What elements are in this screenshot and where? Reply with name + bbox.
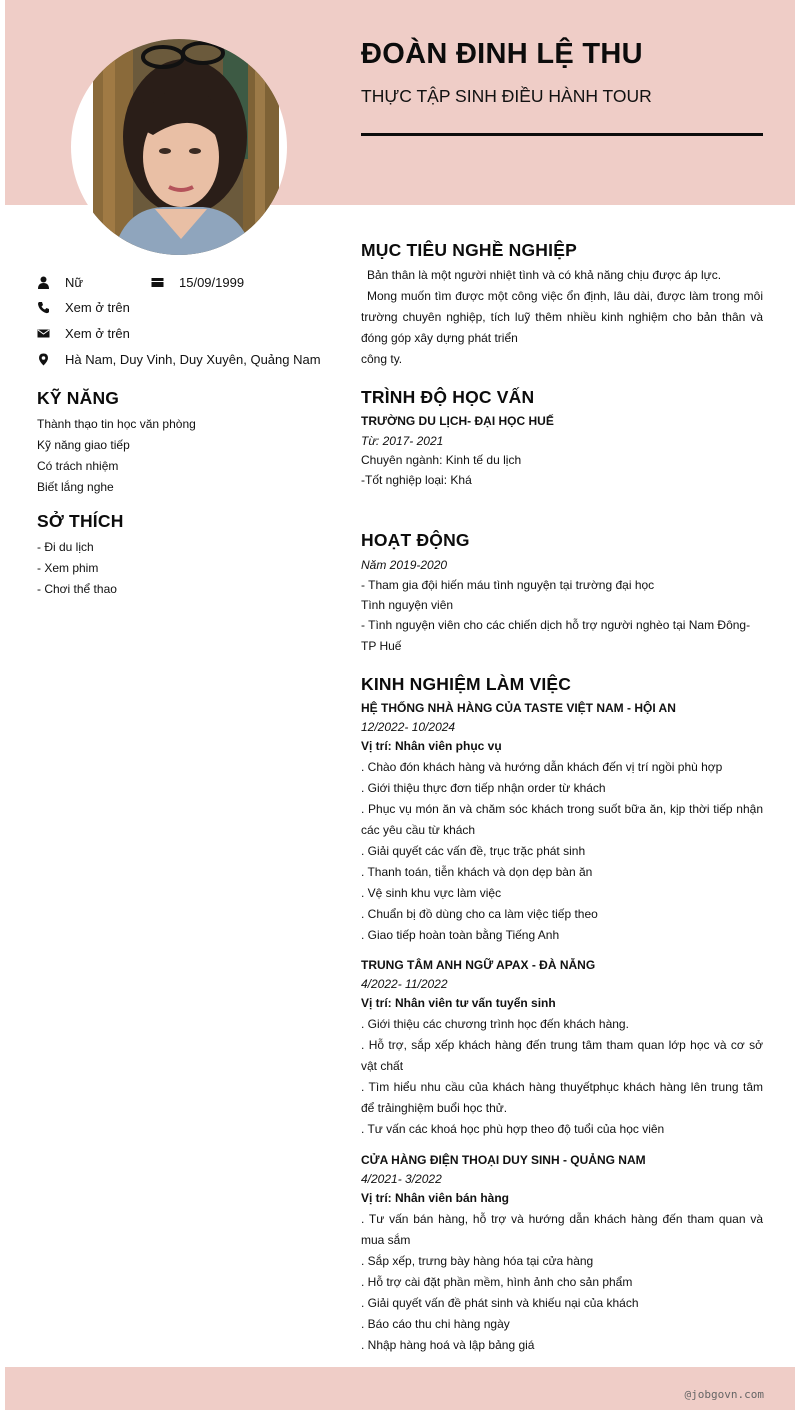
job-org: HỆ THỐNG NHÀ HÀNG CỦA TASTE VIỆT NAM - HỘI AN: [361, 701, 676, 715]
watermark: @jobgovn.com: [684, 1388, 764, 1401]
education-block: [361, 412, 763, 490]
job-duty: . Báo cáo thu chi hàng ngày: [361, 1317, 510, 1331]
list-item: Biết lắng nghe: [37, 480, 114, 494]
job-org: CỬA HÀNG ĐIỆN THOẠI DUY SINH - QUẢNG NAM: [361, 1153, 646, 1167]
birthday-row: [151, 273, 244, 291]
education-heading: TRÌNH ĐỘ HỌC VẤN: [361, 387, 535, 407]
activity-line: Tình nguyện viên: [361, 598, 454, 612]
objective-text: [361, 265, 763, 370]
job-duty: . Sắp xếp, trưng bày hàng hóa tại cửa hàng: [361, 1254, 594, 1268]
job-duty: . Chào đón khách hàng và hướng dẫn khách đến vị trí ngồi phù hợp: [361, 760, 723, 774]
objective-heading: MỤC TIÊU NGHỀ NGHIỆP: [361, 240, 577, 260]
list-item: - Chơi thể thao: [37, 582, 117, 596]
education-period: Từ: 2017- 2021: [361, 433, 444, 448]
education-major: Chuyên ngành: Kinh tế du lịch: [361, 453, 522, 467]
phone-value: Xem ở trên: [65, 299, 130, 315]
skills-heading: KỸ NĂNG: [37, 388, 120, 408]
address-value: Hà Nam, Duy Vinh, Duy Xuyên, Quảng Nam: [65, 351, 321, 367]
mail-icon: [37, 327, 50, 340]
job-duty: . Hỗ trợ, sắp xếp khách hàng đến trung tâm tham quan lớp học và cơ sở vật chất: [361, 1038, 763, 1073]
profile-photo-frame: [71, 39, 287, 255]
list-item: Có trách nhiệm: [37, 459, 119, 473]
job-duty: . Tư vấn bán hàng, hỗ trợ và hướng dẫn khách hàng đến tham quan và mua sắm: [361, 1212, 763, 1247]
job-entry: [361, 955, 763, 1140]
job-duty: . Giải quyết các vấn đề, trục trặc phát sinh: [361, 844, 586, 858]
job-duty: . Phục vụ món ăn và chăm sóc khách trong suốt bữa ăn, kịp thời tiếp nhận các yêu cầu từ khách: [361, 802, 763, 837]
footer-band: [5, 1367, 795, 1410]
job-duty: . Thanh toán, tiễn khách và dọn dẹp bàn ăn: [361, 865, 593, 879]
list-item: - Xem phim: [37, 561, 99, 575]
job-duty: . Tư vấn các khoá học phù hợp theo độ tuổi của học viên: [361, 1122, 665, 1136]
job-duty: . Nhập hàng hoá và lập bảng giá: [361, 1338, 535, 1352]
job-duty: . Giới thiệu các chương trình học đến khách hàng.: [361, 1017, 629, 1031]
objective-line: công ty.: [361, 352, 403, 366]
location-pin-icon: [37, 353, 50, 366]
candidate-name: ĐOÀN ĐINH LỆ THU: [361, 38, 643, 70]
title-divider: [361, 133, 763, 136]
phone-icon: [37, 301, 50, 314]
gender-value: Nữ: [65, 274, 84, 290]
phone-row: [37, 298, 130, 316]
job-position: Vị trí: Nhân viên tư vấn tuyển sinh: [361, 996, 556, 1010]
list-item: Kỹ năng giao tiếp: [37, 438, 130, 452]
job-duty: . Giao tiếp hoàn toàn bằng Tiếng Anh: [361, 928, 560, 942]
hobbies-list: [37, 537, 117, 600]
objective-line: Bản thân là một người nhiệt tình và có khả năng chịu được áp lực.: [367, 268, 722, 282]
job-duty: . Vệ sinh khu vực làm việc: [361, 886, 502, 900]
skills-list: [37, 414, 196, 498]
activity-line: - Tình nguyện viên cho các chiến dịch hỗ trợ người nghèo tại Nam Đông- TP Huế: [361, 618, 751, 653]
address-row: [37, 350, 321, 368]
activities-heading: HOẠT ĐỘNG: [361, 530, 470, 550]
school-name: TRƯỜNG DU LỊCH- ĐẠI HỌC HUẾ: [361, 414, 554, 428]
hobbies-heading: SỞ THÍCH: [37, 511, 124, 531]
job-entry: [361, 1150, 763, 1356]
profile-photo: [93, 39, 279, 255]
person-icon: [37, 276, 50, 289]
gender-row: [37, 273, 83, 291]
birthday-value: 15/09/1999: [179, 274, 245, 290]
job-period: 4/2022- 11/2022: [361, 977, 448, 991]
activities-block: [361, 555, 763, 657]
job-title: THỰC TẬP SINH ĐIỀU HÀNH TOUR: [361, 86, 652, 106]
job-position: Vị trí: Nhân viên phục vụ: [361, 739, 502, 753]
email-row: [37, 324, 130, 342]
job-position: Vị trí: Nhân viên bán hàng: [361, 1191, 510, 1205]
job-org: TRUNG TÂM ANH NGỮ APAX - ĐÀ NẴNG: [361, 958, 596, 972]
job-duty: . Chuẩn bị đồ dùng cho ca làm việc tiếp theo: [361, 907, 598, 921]
list-item: Thành thạo tin học văn phòng: [37, 417, 196, 431]
job-duty: . Hỗ trợ cài đặt phần mềm, hình ảnh cho sản phẩm: [361, 1275, 633, 1289]
experience-heading: KINH NGHIỆM LÀM VIỆC: [361, 674, 572, 694]
job-entry: [361, 698, 763, 946]
list-item: - Đi du lịch: [37, 540, 94, 554]
calendar-icon: [151, 276, 164, 289]
activities-period: Năm 2019-2020: [361, 558, 448, 572]
job-duty: . Giới thiệu thực đơn tiếp nhận order từ khách: [361, 781, 606, 795]
activity-line: - Tham gia đội hiến máu tình nguyện tại trường đại học: [361, 578, 655, 592]
job-period: 4/2021- 3/2022: [361, 1172, 442, 1186]
job-duty: . Tìm hiểu nhu cầu của khách hàng thuyếtphục khách hàng lên trung tâm để trảinghiệm buổi học thử.: [361, 1080, 763, 1115]
education-grade: -Tốt nghiệp loại: Khá: [361, 472, 472, 487]
job-period: 12/2022- 10/2024: [361, 720, 456, 734]
objective-line: Mong muốn tìm được một công việc ổn định, lâu dài, được làm trong môi trường chuyên nghiệp, tích luỹ thêm nhiều kinh nghiệm cho bản thân và đóng góp xây dựng phát triển: [361, 289, 763, 345]
email-value: Xem ở trên: [65, 325, 130, 341]
job-duty: . Giải quyết vấn đề phát sinh và khiếu nại của khách: [361, 1296, 639, 1310]
